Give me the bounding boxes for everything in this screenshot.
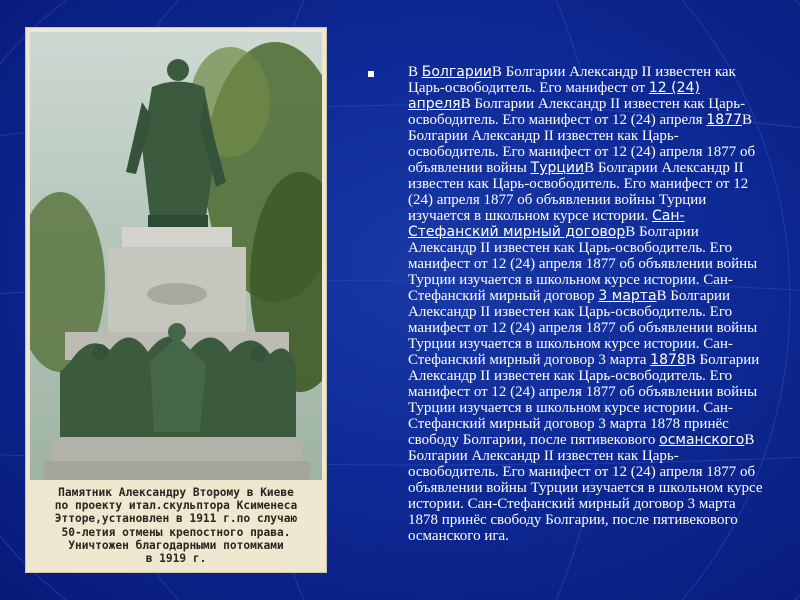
bullet-marker (368, 71, 374, 77)
monument-illustration (30, 32, 322, 480)
link-1878[interactable]: 1878 (650, 352, 686, 368)
text-run: В Болгарии Александр II известен как Царь-освободитель. Его манифест от 12 (24) апреля (408, 96, 746, 128)
link-3-marta[interactable]: 3 марта (598, 288, 657, 304)
link-12-24-aprelya[interactable]: 12 (24) апреля (408, 80, 700, 112)
text-block (368, 64, 766, 600)
text-run: В Болгарии Александр II известен как Царь-освободитель. Его манифест от (408, 64, 736, 96)
text-run: В Болгарии Александр II известен как Царь-освободитель. Его манифест от 12 (24) апреля 1877 об объявлении войны Турции изучается в школьном курсе истории. Сан-Стефанский мирный договор 3 марта 1878 принёс свободу Болгарии, после пятивекового османского ига. (408, 432, 763, 544)
text-run: В Болгарии Александр II известен как Царь-освободитель. Его манифест от 12 (24) апреля 1877 об объявлении войны Турции изучается в школьном курсе истории. (408, 160, 749, 224)
paragraph (408, 64, 766, 544)
link-san-stefanskiy-dogovor[interactable]: Сан-Стефанский мирный договор (408, 208, 685, 240)
text-run: В (408, 64, 422, 80)
link-bolgarii[interactable]: Болгарии (421, 64, 492, 80)
link-osmanskogo[interactable]: османского (659, 432, 745, 448)
text-run: В Болгарии Александр II известен как Царь-освободитель. Его манифест от 12 (24) апреля 1877 об объявлении войны Турции изучается в школьном курсе истории. Сан-Стефанский мирный договор 3 марта 1878 принёс свободу Болгарии, после пятивекового (408, 352, 760, 448)
monument-photo-card (26, 28, 326, 572)
photo-caption: Памятник Александру Второму в Киеве по проекту итал.скульптора Ксименеса Этторе,установлен в 1911 г.по случаю 50-летия отмены крепостного права. Уничтожен благодарными потомками в 1919 г. (54, 486, 298, 566)
monument-photo (30, 32, 322, 480)
text-run: В Болгарии Александр II известен как Царь-освободитель. Его манифест от 12 (24) апреля 1877 об объявлении войны Турции изучается в школьном курсе истории. Сан-Стефанский мирный договор 3 марта (408, 288, 758, 368)
link-1877[interactable]: 1877 (706, 112, 742, 128)
link-turcii[interactable]: Турции (530, 160, 585, 176)
text-run: В Болгарии Александр II известен как Царь-освободитель. Его манифест от 12 (24) апреля 1877 об объявлении войны (408, 112, 756, 176)
text-run: В Болгарии Александр II известен как Царь-освободитель. Его манифест от 12 (24) апреля 1877 об объявлении войны Турции изучается в школьном курсе истории. Сан-Стефанский мирный договор (408, 224, 758, 304)
